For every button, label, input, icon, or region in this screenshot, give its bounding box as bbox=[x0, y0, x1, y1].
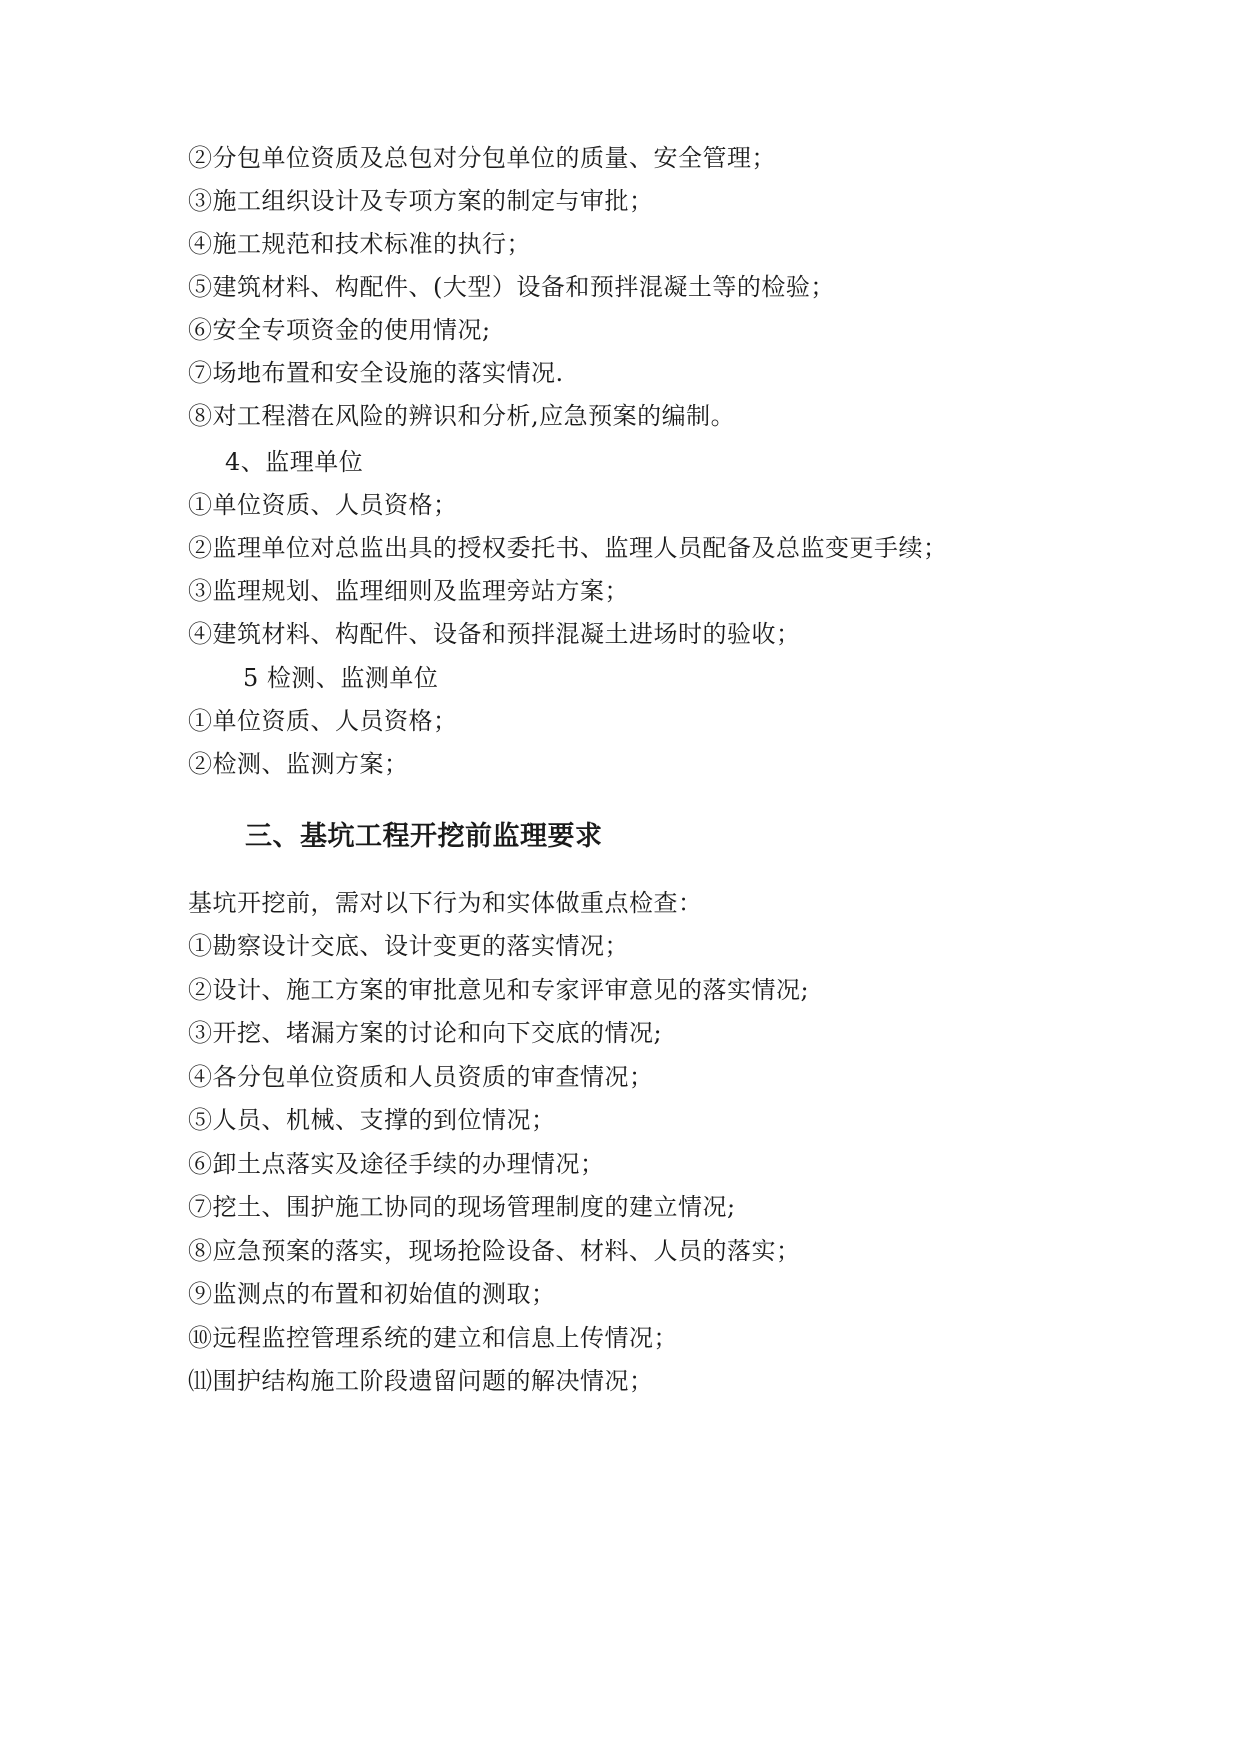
list-item: ⑾围护结构施工阶段遗留问题的解决情况； bbox=[188, 1367, 654, 1395]
list-item: ②分包单位资质及总包对分包单位的质量、安全管理； bbox=[188, 144, 776, 172]
list-item: ②检测、监测方案； bbox=[188, 750, 409, 778]
list-item: ⑧应急预案的落实，现场抢险设备、材料、人员的落实； bbox=[188, 1237, 801, 1265]
list-item: ②监理单位对总监出具的授权委托书、监理人员配备及总监变更手续； bbox=[188, 534, 948, 562]
list-item: ⑦场地布置和安全设施的落实情况. bbox=[188, 359, 564, 387]
list-item: ④各分包单位资质和人员资质的审查情况； bbox=[188, 1063, 654, 1091]
section-heading: 三、基坑工程开挖前监理要求 bbox=[245, 821, 603, 852]
list-item: ⑩远程监控管理系统的建立和信息上传情况； bbox=[188, 1324, 678, 1352]
list-item: ⑥安全专项资金的使用情况; bbox=[188, 316, 491, 344]
list-item: ⑦挖土、围护施工协同的现场管理制度的建立情况; bbox=[188, 1193, 736, 1221]
section-intro: 基坑开挖前，需对以下行为和实体做重点检查： bbox=[188, 889, 703, 917]
list-item: ③施工组织设计及专项方案的制定与审批； bbox=[188, 187, 654, 215]
list-item: ①单位资质、人员资格； bbox=[188, 707, 458, 735]
list-item: ②设计、施工方案的审批意见和专家评审意见的落实情况; bbox=[188, 976, 810, 1004]
list-item: ①勘察设计交底、设计变更的落实情况； bbox=[188, 932, 629, 960]
list-item: ③监理规划、监理细则及监理旁站方案； bbox=[188, 577, 629, 605]
list-item: ③开挖、堵漏方案的讨论和向下交底的情况; bbox=[188, 1019, 663, 1047]
list-item: ⑨监测点的布置和初始值的测取； bbox=[188, 1280, 556, 1308]
list-item: ⑥卸土点落实及途径手续的办理情况； bbox=[188, 1150, 605, 1178]
list-item: ⑤人员、机械、支撑的到位情况； bbox=[188, 1106, 556, 1134]
subheading-testing-unit: 5 检测、监测单位 bbox=[243, 664, 439, 692]
list-item: ①单位资质、人员资格； bbox=[188, 491, 458, 519]
list-item: ④施工规范和技术标准的执行； bbox=[188, 230, 531, 258]
subheading-supervision-unit: 4、监理单位 bbox=[225, 448, 364, 476]
list-item: ⑤建筑材料、构配件、(大型）设备和预拌混凝土等的检验； bbox=[188, 273, 835, 301]
list-item: ⑧对工程潜在风险的辨识和分析,应急预案的编制。 bbox=[188, 402, 736, 430]
list-item: ④建筑材料、构配件、设备和预拌混凝土进场时的验收； bbox=[188, 620, 801, 648]
